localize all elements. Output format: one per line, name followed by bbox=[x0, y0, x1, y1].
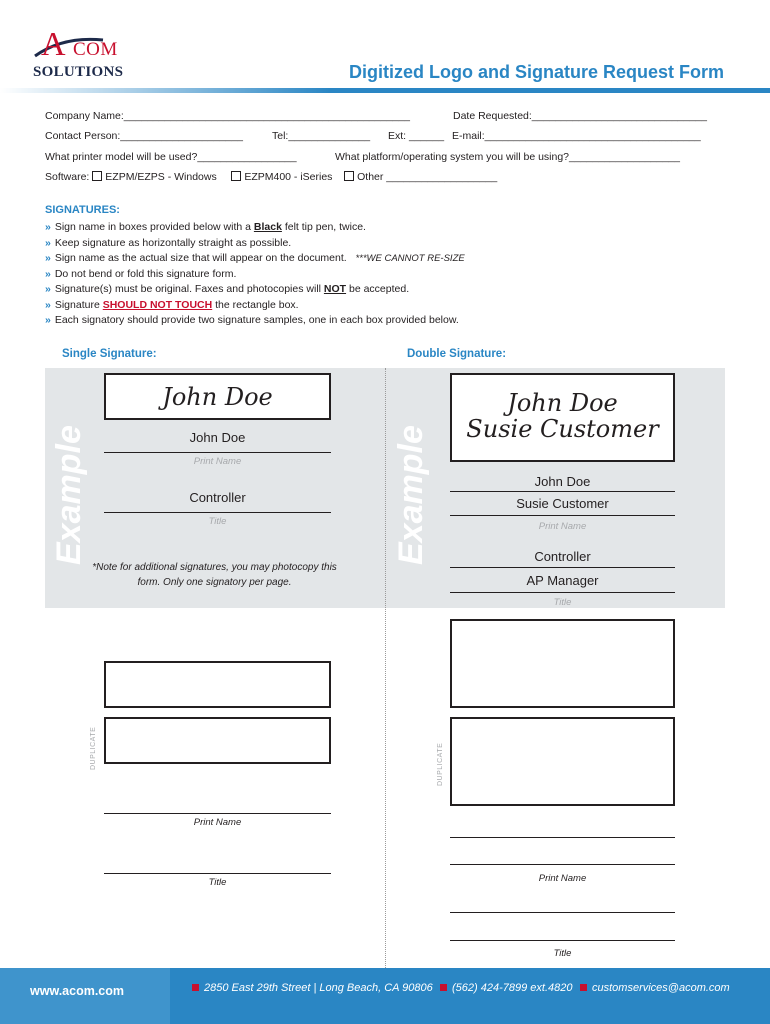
footer-address: 2850 East 29th Street | Long Beach, CA 90806 bbox=[192, 982, 433, 994]
platform-field[interactable]: What platform/operating system you will be using?___________________ bbox=[335, 151, 680, 163]
logo-mark-rest: COM bbox=[73, 39, 118, 60]
single-duplicate-signature-box[interactable] bbox=[104, 717, 331, 764]
logo-subtitle: SOLUTIONS bbox=[33, 64, 124, 80]
single-example-title-line bbox=[104, 512, 331, 513]
software-option-1-label: EZPM/EZPS - Windows bbox=[105, 171, 217, 183]
software-option-2-checkbox[interactable] bbox=[231, 171, 241, 181]
single-example-title-caption: Title bbox=[208, 516, 227, 527]
double-example-title-2: AP Manager bbox=[526, 573, 599, 588]
single-example-signature-box bbox=[104, 373, 331, 420]
email-field[interactable]: E-mail:_____________________________________ bbox=[452, 130, 701, 142]
double-print-name-caption: Print Name bbox=[538, 873, 587, 884]
printer-model-field[interactable]: What printer model will be used?_________________ bbox=[45, 151, 297, 163]
single-print-name-line[interactable] bbox=[104, 813, 331, 814]
single-signature-heading: Single Signature: bbox=[62, 348, 157, 360]
date-requested-field[interactable]: Date Requested:______________________________ bbox=[453, 110, 707, 122]
single-example-name: John Doe bbox=[189, 430, 246, 445]
double-signature-box[interactable] bbox=[450, 619, 675, 708]
software-option-3-checkbox[interactable] bbox=[344, 171, 354, 181]
double-example-title-1: Controller bbox=[534, 549, 591, 564]
single-example-title: Controller bbox=[189, 490, 246, 505]
instruction-item: » Sign name in boxes provided below with a Black felt tip pen, twice. bbox=[45, 221, 366, 233]
double-example-signature-script-2: Susie Customer bbox=[466, 415, 659, 443]
double-example-name-caption: Print Name bbox=[538, 521, 587, 532]
tel-field[interactable]: Tel:______________ bbox=[272, 130, 371, 142]
photocopy-note: *Note for additional signatures, you may photocopy this form. Only one signatory per page. bbox=[92, 562, 337, 588]
software-option-1-checkbox[interactable] bbox=[92, 171, 102, 181]
signature-instructions bbox=[45, 220, 465, 329]
instruction-item: » Do not bend or fold this signature form. bbox=[45, 267, 237, 280]
double-signature-heading: Double Signature: bbox=[407, 348, 507, 360]
signatures-heading: SIGNATURES: bbox=[45, 204, 120, 216]
double-duplicate-signature-box[interactable] bbox=[450, 717, 675, 806]
page-title: Digitized Logo and Signature Request Form bbox=[348, 62, 724, 82]
double-duplicate-label: DUPLICATE bbox=[437, 742, 444, 786]
double-example-title-line-2 bbox=[450, 592, 675, 593]
column-divider bbox=[385, 368, 386, 968]
ext-field[interactable]: Ext: ______ bbox=[388, 130, 445, 142]
footer-email-link[interactable]: customservices@acom.com bbox=[580, 982, 730, 994]
double-example-watermark: Example bbox=[392, 425, 430, 565]
double-example-name-line-1 bbox=[450, 491, 675, 492]
single-title-caption: Title bbox=[208, 877, 227, 888]
acom-logo bbox=[33, 26, 143, 86]
footer-website-link[interactable]: www.acom.com bbox=[30, 984, 125, 998]
header-rule-fade bbox=[0, 88, 330, 93]
instruction-item: » Signature SHOULD NOT TOUCH the rectangle box. bbox=[45, 298, 299, 311]
double-example-signature-script-1: John Doe bbox=[507, 389, 618, 417]
bullet-square-icon bbox=[192, 984, 199, 991]
double-example-name-1: John Doe bbox=[534, 474, 591, 489]
instruction-item: » Signature(s) must be original. Faxes and photocopies will NOT be accepted. bbox=[45, 283, 410, 295]
single-example-watermark: Example bbox=[50, 425, 88, 565]
double-example-title-line-1 bbox=[450, 567, 675, 568]
double-print-name-line-2[interactable] bbox=[450, 864, 675, 865]
double-example-name-line-2 bbox=[450, 515, 675, 516]
company-name-field[interactable]: Company Name:_________________________________________________ bbox=[45, 110, 410, 122]
single-example-signature-script: John Doe bbox=[162, 383, 273, 411]
single-title-line[interactable] bbox=[104, 873, 331, 874]
instruction-item: » Keep signature as horizontally straight as possible. bbox=[45, 236, 292, 249]
footer-phone: (562) 424-7899 ext.4820 bbox=[440, 982, 572, 994]
software-row bbox=[45, 171, 497, 183]
bullet-square-icon bbox=[580, 984, 587, 991]
bullet-square-icon bbox=[440, 984, 447, 991]
double-example-name-2: Susie Customer bbox=[516, 496, 609, 511]
single-example-name-caption: Print Name bbox=[193, 456, 242, 467]
contact-person-field[interactable]: Contact Person:_____________________ bbox=[45, 130, 243, 142]
software-option-2-label: EZPM400 - iSeries bbox=[244, 171, 333, 183]
software-option-3-label[interactable]: Other ___________________ bbox=[357, 171, 498, 183]
single-example-name-line bbox=[104, 452, 331, 453]
double-title-line-1[interactable] bbox=[450, 912, 675, 913]
single-signature-box[interactable] bbox=[104, 661, 331, 708]
double-title-caption: Title bbox=[553, 948, 572, 959]
instruction-item: » Each signatory should provide two signature samples, one in each box provided below. bbox=[45, 314, 459, 326]
instruction-item: » Sign name as the actual size that will appear on the document. ***WE CANNOT RE-SIZE bbox=[45, 252, 465, 264]
single-duplicate-label: DUPLICATE bbox=[90, 726, 97, 770]
double-example-title-caption: Title bbox=[553, 597, 572, 608]
software-label: Software: bbox=[45, 171, 90, 183]
double-title-line-2[interactable] bbox=[450, 940, 675, 941]
single-print-name-caption: Print Name bbox=[193, 817, 242, 828]
logo-mark-letter: A bbox=[41, 26, 66, 63]
double-example-signature-box bbox=[450, 373, 675, 462]
double-print-name-line-1[interactable] bbox=[450, 837, 675, 838]
